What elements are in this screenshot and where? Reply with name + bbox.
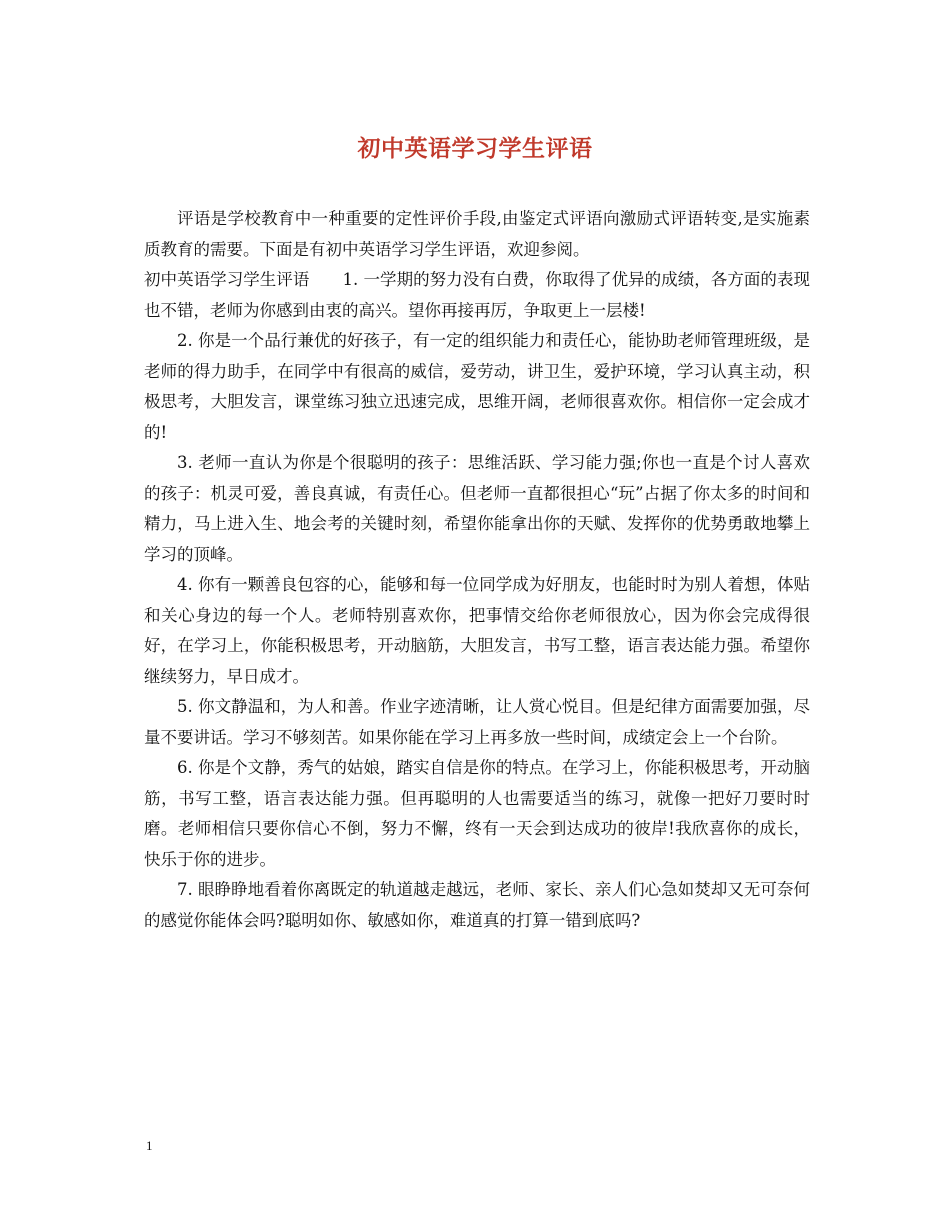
paragraph-comment-6: 6. 你是个文静，秀气的姑娘，踏实自信是你的特点。在学习上，你能积极思考，开动脑筋，书写工整，语言表达能力强。但再聪明的人也需要适当的练习，就像一把好刀要时时磨。老师相信只要你信心不倒，努力不懈，终有一天会到达成功的彼岸!我欣喜你的成长，快乐于你的进步。: [144, 758, 810, 869]
page-number: 1: [146, 1138, 153, 1153]
paragraph-comment-5: 5. 你文静温和，为人和善。作业字迹清晰，让人赏心悦目。但是纪律方面需要加强，尽量不要讲话。学习不够刻苦。如果你能在学习上再多放一些时间，成绩定会上一个台阶。: [144, 697, 810, 747]
paragraph-comment-2: 2. 你是一个品行兼优的好孩子，有一定的组织能力和责任心，能协助老师管理班级，是老师的得力助手，在同学中有很高的威信，爱劳动，讲卫生，爱护环境，学习认真主动，积极思考，大胆发言，课堂练习独立迅速完成，思维开阔，老师很喜欢你。相信你一定会成才的!: [144, 331, 810, 442]
paragraph-intro: 评语是学校教育中一种重要的定性评价手段,由鉴定式评语向激励式评语转变,是实施素质教育的需要。下面是有初中英语学习学生评语，欢迎参阅。: [144, 209, 810, 259]
paragraph-comment-4: 4. 你有一颗善良包容的心，能够和每一位同学成为好朋友，也能时时为别人着想，体贴和关心身边的每一个人。老师特别喜欢你，把事情交给你老师很放心，因为你会完成得很好，在学习上，你能积极思考，开动脑筋，大胆发言，书写工整，语言表达能力强。希望你继续努力，早日成才。: [144, 575, 810, 686]
paragraph-comment-3: 3. 老师一直认为你是个很聪明的孩子：思维活跃、学习能力强;你也一直是个讨人喜欢的孩子：机灵可爱，善良真诚，有责任心。但老师一直都很担心“玩”占据了你太多的时间和精力，马上进入生、地会考的关键时刻，希望你能拿出你的天赋、发挥你的优势勇敢地攀上学习的顶峰。: [144, 453, 810, 564]
document-title: 初中英语学习学生评语: [357, 135, 593, 162]
paragraph-comment-7: 7. 眼睁睁地看着你离既定的轨道越走越远，老师、家长、亲人们心急如焚却又无可奈何的感觉你能体会吗?聪明如你、敏感如你，难道真的打算一错到底吗?: [144, 880, 810, 930]
document-body: [144, 204, 810, 936]
paragraph-comment-1: 初中英语学习学生评语 1. 一学期的努力没有白费，你取得了优异的成绩，各方面的表现也不错，老师为你感到由衷的高兴。望你再接再厉，争取更上一层楼!: [144, 270, 810, 320]
